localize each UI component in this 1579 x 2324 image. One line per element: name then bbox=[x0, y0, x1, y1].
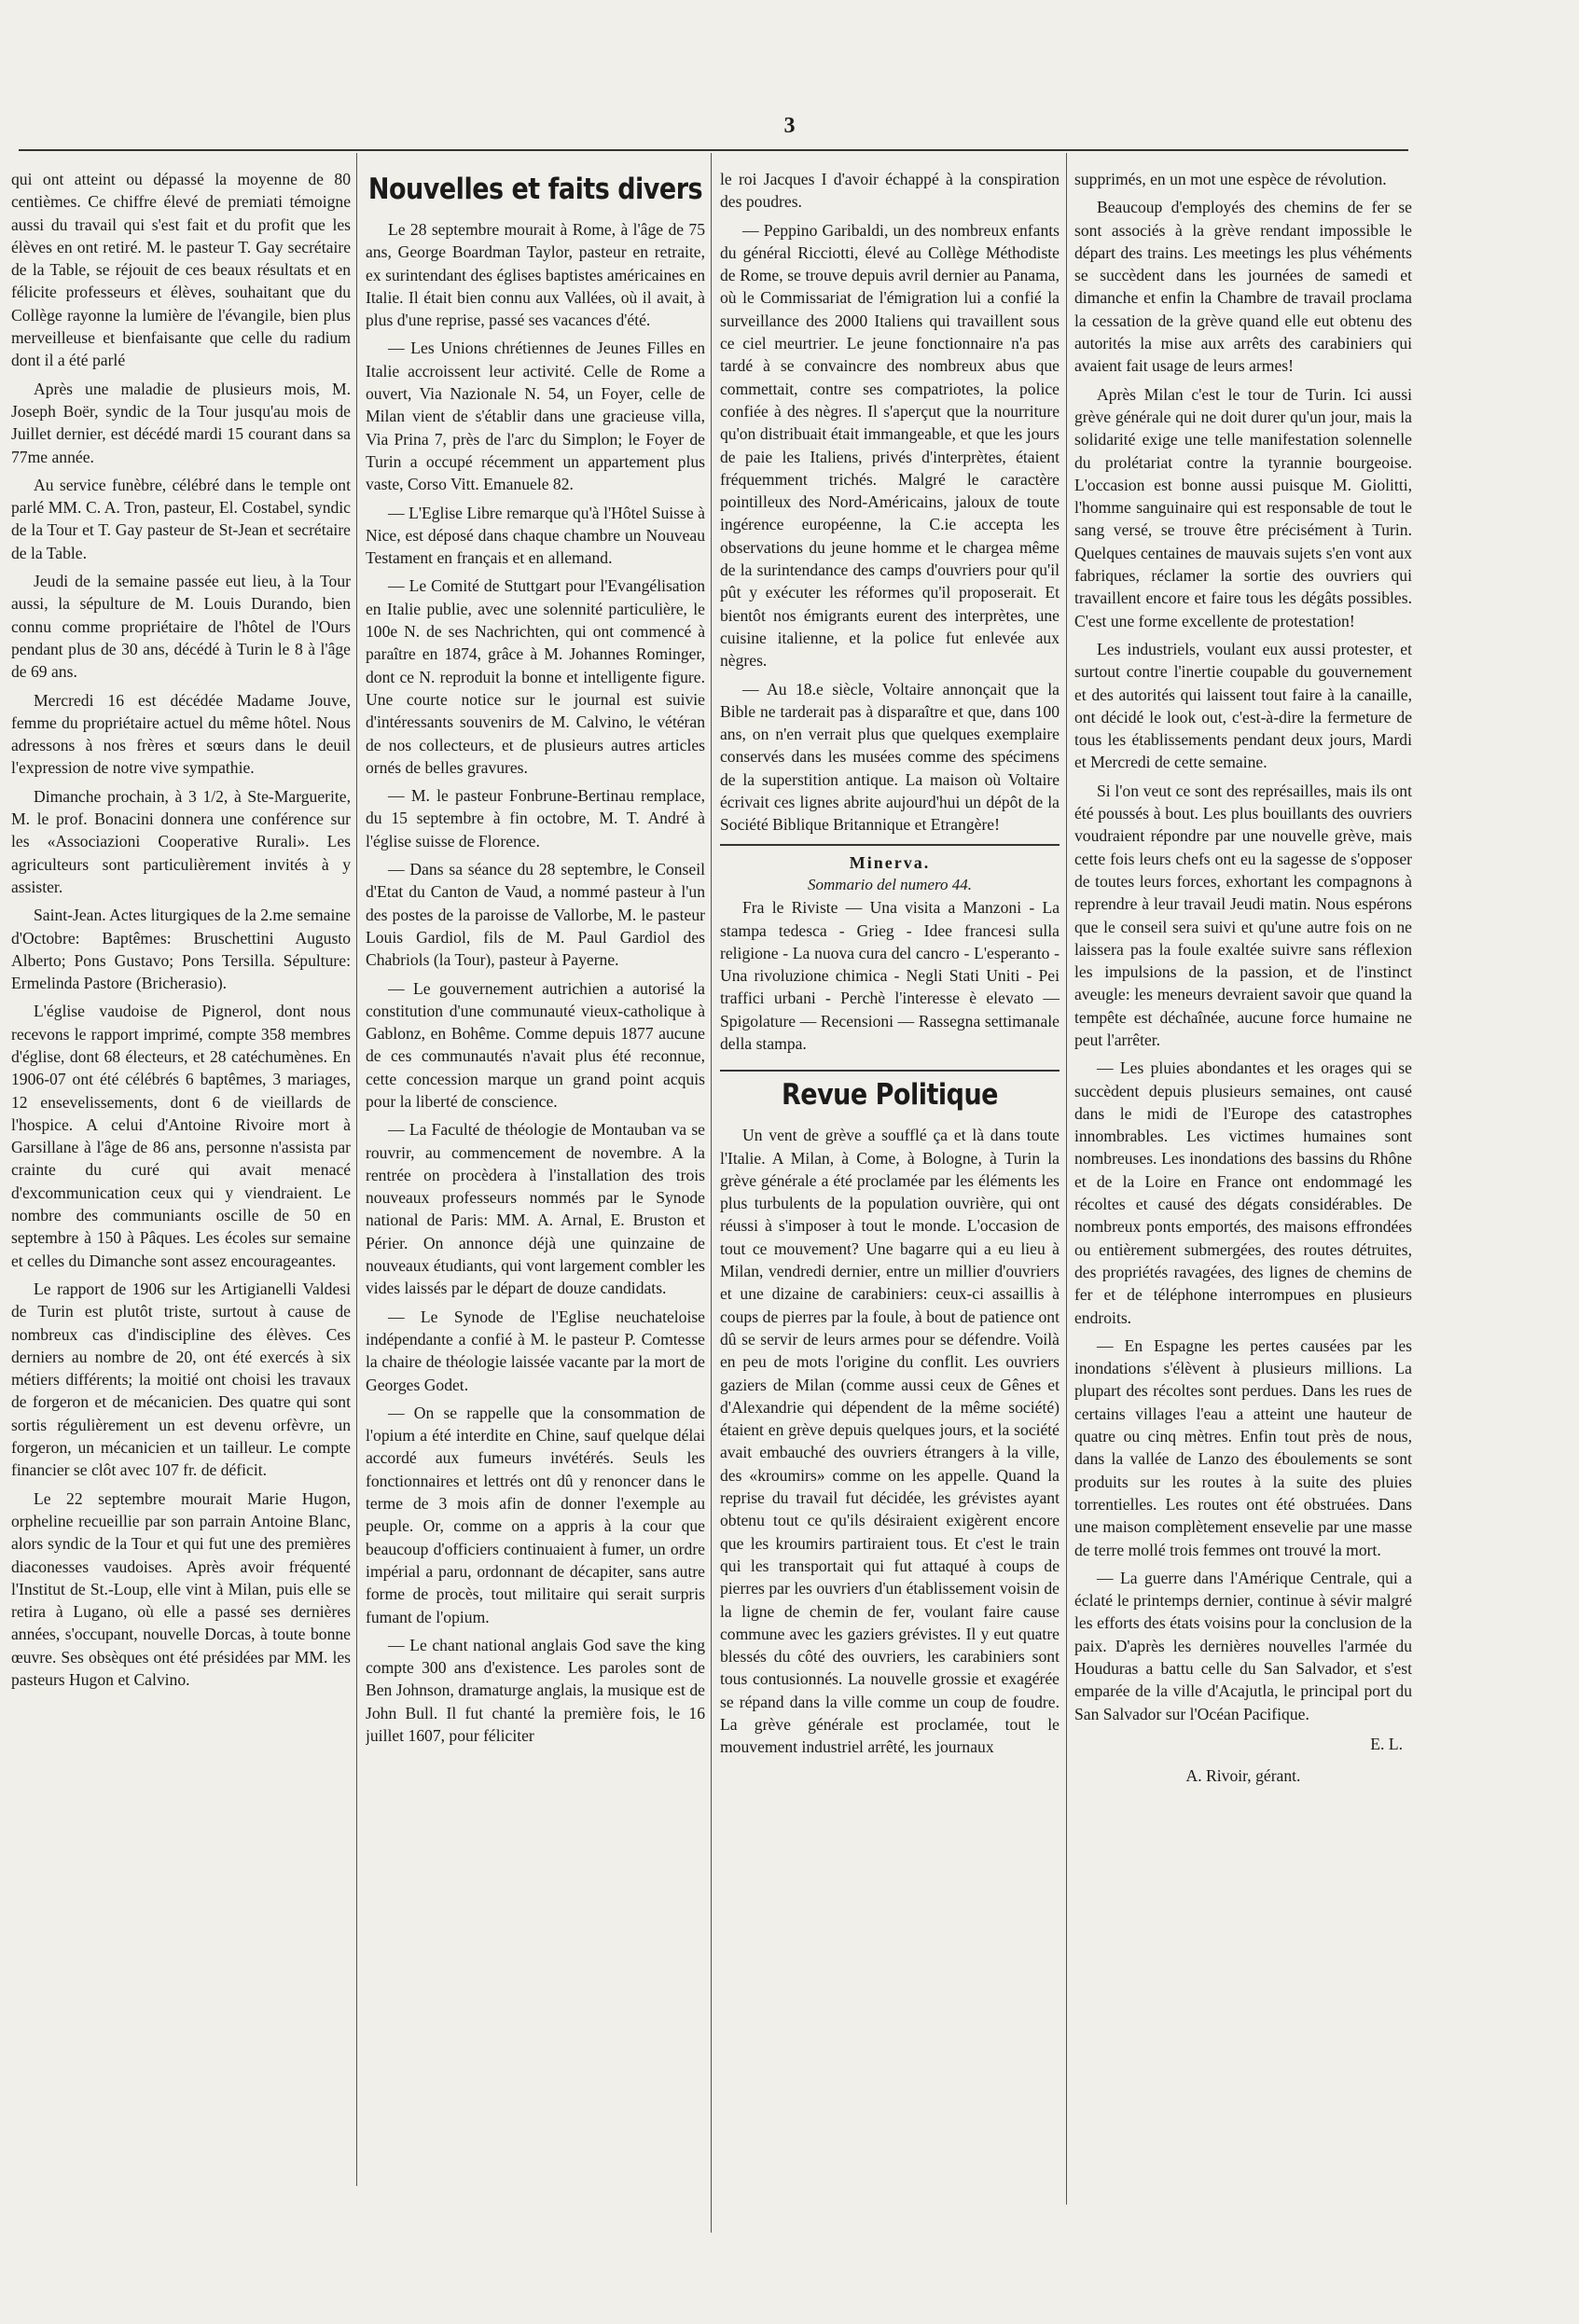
paragraph: Après Milan c'est le tour de Turin. Ici aussi grève générale qui ne doit durer qu'un jour, mais la solidarité exige une telle manifestation solennelle du prolétariat contre la tyrannie bourgeoise. L'occasion est bonne aussi puisque M. Giolitti, l'homme sanguinaire qui est responsable de tout le sang versé, se trouve être précisément à Turin. Quelques centaines de mauvais sujets s'en vont aux fabriques, réclamer la sortie des ouvriers qui travaillent encore et faire tous les dégâts possibles. C'est une forme excellente de protestation! bbox=[1074, 384, 1412, 630]
paragraph: — On se rappelle que la consommation de l'opium a été interdite en Chine, sauf quelque délai accordé aux fumeurs invétérés. Seuls les fonctionnaires et lettrés ont dû y renoncer dans le terme de 3 mois afin de donner l'exemple au peuple. Or, comme on a appris à la cour que beaucoup d'officiers continuaient à fumer, un ordre impérial a paru, ordonnant de décapiter, sans autre forme de procès, tout militaire qui serait surpris fumant de l'opium. bbox=[366, 1403, 705, 1626]
paragraph: Si l'on veut ce sont des représailles, mais ils ont été poussés à bout. Les plus bouillants des ouvriers voudraient répondre par une nouvelle grève, mais cette fois leurs chefs ont eu la sagesse de s'opposer de toutes leurs forces, exhortant les compagnons à reprendre à leur travail Jeudi matin. Nous espérons que le conseil sera suivi et qu'une autre fois on ne laissera pas la foule exaltée suivre sans réflexion les impulsions de la passion, et de l'instinct aveugle: les meneurs devraient savoir que quand la tempête est déchaînée, aucune force humaine ne peut l'arrêter. bbox=[1074, 781, 1412, 1049]
paragraph: le roi Jacques I d'avoir échappé à la conspiration des poudres. bbox=[720, 170, 1060, 212]
author-initials: E. L. bbox=[1370, 1734, 1403, 1753]
column-4 bbox=[1074, 168, 1412, 2201]
paragraph: — Le Synode de l'Eglise neuchateloise indépendante a confié à M. le pasteur P. Comtesse la chaire de théologie laissée vacante par la mort de Georges Godet. bbox=[366, 1307, 705, 1394]
paragraph: — Les pluies abondantes et les orages qui se succèdent depuis plusieurs semaines, ont causé dans le midi de l'Europe des catastrophes innombrables. Les victimes humaines sont nombreuses. Les inondations des bassins du Rhône et de la Loire en France ont endommagé les récoltes et causé des dégats considérables. De nombreux ponts emportés, des maisons effrondées ou entièrement submergées, des routes détruites, des propriétés ravagées, des lignes de chemins de fer et de téléphone interrompues en plusieurs endroits. bbox=[1074, 1058, 1412, 1327]
paragraph: — Le chant national anglais God save the king compte 300 ans d'existence. Les paroles sont de Ben Johnson, dramaturge anglais, la musique est de John Bull. Il fut chanté la première fois, le 16 juillet 1607, pour féliciter bbox=[366, 1635, 705, 1745]
column-2 bbox=[366, 168, 705, 2220]
paragraph: — Dans sa séance du 28 septembre, le Conseil d'Etat du Canton de Vaud, a nommé pasteur à l'un des postes de la paroisse de Vallorbe, M. le pasteur Louis Gardiol, fils de M. Paul Gardiol des Chabriols (la Tour), pasteur à Payerne. bbox=[366, 860, 705, 970]
paragraph: — Peppino Garibaldi, un des nombreux enfants du général Ricciotti, élevé au Collège Méthodiste de Rome, se trouve depuis avril dernier au Panama, où le Commissariat de l'émigration lui a confié la surveillance des 2000 Italiens qui travaillent sous ce ciel meurtrier. Le jeune fonctionnaire n'a pas tardé à se convaincre des nombreux abus que commettait, contre ses compatriotes, la police confiée à des nègres. Il s'aperçut que la nourriture qu'on distribuait était immangeable, et que les jours de paie les Italiens, privés d'interprètes, étaient fréquemment trichés. Malgré le caractère pointilleux des Nord-Américains, jaloux de toute ingérence européenne, la C.ie accepta les observations du jeune homme et le chargea même de la surintendance des camps d'ouvriers pour qu'il pût y exécuter les réformes qu'il proposerait. Et bientôt nos émigrants eurent des interprètes, une cuisine italienne, et la police fut enlevée aux nègres. bbox=[720, 220, 1060, 671]
top-rule bbox=[19, 149, 1408, 151]
paragraph: Après une maladie de plusieurs mois, M. Joseph Boër, syndic de la Tour jusqu'au mois de Juillet dernier, est décédé mardi 15 courant dans sa 77me année. bbox=[11, 379, 351, 466]
paragraph: Le 28 septembre mourait à Rome, à l'âge de 75 ans, George Boardman Taylor, pasteur en retraite, ex surintendant des églises baptistes américaines en Italie. Il était bien connu aux Vallées, où il avait, à plus d'une reprise, passé ses vacances d'été. bbox=[366, 220, 705, 330]
paragraph: — En Espagne les pertes causées par les inondations s'élèvent à plusieurs millions. La plupart des récoltes sont perdues. Dans les rues de certains villages l'eau a atteint une hauteur de quatre ou cinq mètres. Enfin tout près de nous, dans la vallée de Lanzo des éboulements se sont produits sur les routes à la suite des pluies torrentielles. Les routes ont été obstruées. Dans une maison complètement ensevelie par une masse de terre mollé trois femmes ont trouvé la mort. bbox=[1074, 1335, 1412, 1559]
minerva-text: Fra le Riviste — Una visita a Manzoni - La stampa tedesca - Grieg - Idee francesi sulla religione - La nuova cura del cancro - L'esperanto - Una rivoluzione chimica - Negli Stati Uniti - Pei traffici urbani - Perchè l'interesse è elevato — Spigolature — Recensioni — Rassegna settimanale della stampa. bbox=[720, 898, 1060, 1053]
paragraph: — La guerre dans l'Amérique Centrale, qui a éclaté le printemps dernier, continue à sévir malgré les efforts des états voisins pour la conclusion de la paix. D'après les dernières nouvelles l'armée du Houduras a battu celle du San Salvador, et s'est emparée de la ville d'Acajutla, le principal port du San Salvador sur l'Océan Pacifique. bbox=[1074, 1568, 1412, 1723]
paragraph: — Au 18.e siècle, Voltaire annonçait que la Bible ne tarderait pas à disparaître et que, dans 100 ans, on n'en verrait plus que quelques exemplaire conservés dans les musées comme des spécimens de la superstition antique. La maison où Voltaire écrivait ces lignes abrite aujourd'hui un dépôt de la Société Biblique Britannique et Etrangère! bbox=[720, 679, 1060, 835]
column-divider-1 bbox=[356, 153, 357, 2186]
column-3 bbox=[720, 168, 1060, 2201]
paragraph: — Les Unions chrétiennes de Jeunes Filles en Italie accroissent leur activité. Celle de Rome a ouvert, Via Nazionale N. 54, un Foyer, celle de Milan vient de s'établir dans une gracieuse villa, Via Prina 7, près de l'arc du Simplon; le Foyer de Turin a occupé récemment un appartement plus vaste, Corso Vitt. Emanuele 82. bbox=[366, 339, 705, 494]
section-title-revue: Revue Politique bbox=[781, 1078, 998, 1113]
column-divider-3 bbox=[1066, 153, 1067, 2205]
paragraph: Beaucoup d'employés des chemins de fer se sont associés à la grève rendant impossible le départ des trains. Les meetings les plus véhéments se succèdent dans les journées de samedi et dimanche et enfin la Chambre de travail proclama la cessation de la grève quand elle eut obtenu des autorités la mise aux arrêts des carabiniers qui avaient fait usage de leurs armes! bbox=[1074, 198, 1412, 376]
paragraph: qui ont atteint ou dépassé la moyenne de 80 centièmes. Ce chiffre élevé de premiati témoigne aussi du travail qui s'est fait et du profit que les élèves en ont retiré. M. le pasteur T. Gay secrétaire de la Table, se réjouit de ces beaux résultats et en félicite professeurs et élèves, souhaitant que du Collège rayonne la lumière de l'évangile, bien plus merveilleuse et bienfaisante que celle du radium dont il a été parlé bbox=[11, 170, 351, 370]
column-1 bbox=[11, 168, 351, 2126]
paragraph: Dimanche prochain, à 3 1/2, à Ste-Marguerite, M. le prof. Bonacini donnera une conférence sur les «Associazioni Cooperative Rurali». Les agriculteurs sont particulièrement invités à y assister. bbox=[11, 786, 351, 896]
minerva-subtitle: Sommario del numero 44. bbox=[808, 875, 972, 893]
paragraph: — L'Eglise Libre remarque qu'à l'Hôtel Suisse à Nice, est déposé dans chaque chambre un Nouveau Testament en français et en allemand. bbox=[366, 503, 705, 568]
paragraph: supprimés, en un mot une espèce de révolution. bbox=[1074, 170, 1387, 188]
paragraph: Au service funèbre, célébré dans le temple ont parlé MM. C. A. Tron, pasteur, El. Costabel, syndic de la Tour et T. Gay pasteur de St-Jean et secrétaire de la Table. bbox=[11, 475, 351, 562]
paragraph: Saint-Jean. Actes liturgiques de la 2.me semaine d'Octobre: Baptêmes: Bruschettini Augusto Alberto; Pons Gustavo; Pons Tersilla. Sépulture: Ermelinda Pastore (Bricherasio). bbox=[11, 906, 351, 993]
minerva-title: Minerva. bbox=[849, 852, 931, 872]
paragraph: — Le gouvernement autrichien a autorisé la constitution d'une communauté vieux-catholique à Gablonz, en Bohême. Comme depuis 1877 aucune de ces communautés n'avait plus été reconnue, cette concession marque un grand point acquis pour la liberté de conscience. bbox=[366, 978, 705, 1111]
paragraph: Mercredi 16 est décédée Madame Jouve, femme du propriétaire actuel du même hôtel. Nous adressons à nos frères et sœurs dans le deuil l'expression de notre vive sympathie. bbox=[11, 690, 351, 778]
paragraph: Le 22 septembre mourait Marie Hugon, orpheline recueillie par son parrain Antoine Blanc, alors syndic de la Tour et qui fut une des premières diaconesses vaudoises. Après avoir fréquenté l'Institut de St.-Loup, elle vint à Milan, puis elle se retira à Lugano, où elle a passé ses dernières années, s'occupant, nouvelle Dorcas, à toute bonne œuvre. Ses obsèques ont été présidées par MM. les pasteurs Hugon et Calvino. bbox=[11, 1488, 351, 1689]
paragraph: — M. le pasteur Fonbrune-Bertinau remplace, du 15 septembre à fin octobre, M. T. André à l'église suisse de Florence. bbox=[366, 786, 705, 851]
paragraph: — La Faculté de théologie de Montauban va se rouvrir, au commencement de novembre. A la rentrée on procèdera à l'installation des trois nouveaux professeurs nommés par le Synode national de Paris: MM. A. Arnal, E. Bruston et Périer. On annonce déjà une quinzaine de nouveaux étudiants, qui vont largement combler les vides laissés par le départ de douze candidats. bbox=[366, 1120, 705, 1298]
column-divider-2 bbox=[711, 153, 712, 2233]
gerant-signature: A. Rivoir, gérant. bbox=[1185, 1766, 1301, 1786]
paragraph: Jeudi de la semaine passée eut lieu, à la Tour aussi, la sépulture de M. Louis Durando, bien connu comme propriétaire de l'hôtel de l'Ours pendant plus de 30 ans, décédé à Turin le 8 à l'âge de 69 ans. bbox=[11, 572, 351, 682]
paragraph: — Le Comité de Stuttgart pour l'Evangélisation en Italie publie, avec une solennité particulière, le 100e N. de ses Nachrichten, qui ont commencé à paraître en 1874, grâce à M. Johannes Rominger, dont ce N. reproduit la bonne et intelligente figure. Une courte notice sur le journal est suivie d'intéressants souvenirs de M. Calvino, le vétéran de nos collecteurs, et de plusieurs autres articles ornés de belles gravures. bbox=[366, 576, 705, 777]
section-title-nouvelles: Nouvelles et faits divers bbox=[367, 173, 703, 207]
minerva-box bbox=[720, 844, 1060, 1072]
paragraph: Les industriels, voulant eux aussi protester, et surtout contre l'inertie coupable du gouvernement et des autorités qui laissent tout faire à la canaille, ont décidé le look out, c'est-à-dire la fermeture de tous les établissements pendant deux jours, Mardi et Mercredi de cette semaine. bbox=[1074, 639, 1412, 772]
paragraph: L'église vaudoise de Pignerol, dont nous recevons le rapport imprimé, compte 358 membres d'église, dont 68 électeurs, et 28 catéchumènes. En 1906-07 ont été célébrés 6 baptêmes, 3 mariages, 12 ensevelissements, dont 6 de vieillards de l'hospice. A celui d'Antoine Rivoire mort à Garsillane à l'âge de 86 ans, personne n'assista par crainte du curé qui avait menacé d'excommunication ceux qui y viendraient. Le nombre des communiants oscille de 50 en septembre à 150 à Pâques. Les écoles sur semaine et celles du Dimanche sont assez encourageantes. bbox=[11, 1002, 351, 1270]
page-number: 3 bbox=[783, 114, 796, 138]
paragraph: Le rapport de 1906 sur les Artigianelli Valdesi de Turin est plutôt triste, surtout à cause de nombreux cas d'indiscipline des élèves. Ces derniers au nombre de 20, ont été exercés à six métiers différents; la moitié ont choisi les travaux de forgeron et de mécanicien. Des quatre qui sont sortis régulièrement un est devenu orfèvre, un forgeron, un mécanicien et un tailleur. Le compte financier se clôt avec 107 fr. de déficit. bbox=[11, 1279, 351, 1480]
paragraph: Un vent de grève a soufflé ça et là dans toute l'Italie. A Milan, à Come, à Bologne, à Turin la grève générale a été proclamée par les éléments les plus turbulents de la population ouvrière, qui ont réussi à s'imposer à tout le monde. L'occasion de tout ce mouvement? Une bagarre qui a eu lieu à Milan, vendredi dernier, entre un millier d'ouvriers et une dizaine de carabiniers: ceux-ci assaillis à coups de pierres par la foule, à bout de patience ont dû se servir de leurs armes pour se défendre. Voilà en peu de mots l'origine du conflit. Les ouvriers gaziers de Milan (comme aussi ceux de Gênes et d'Alexandrie qui dépendent de la même société) étaient en grève depuis quelques jours, et la société avait embauché des ouvriers étrangers à la ville, des «kroumirs» comme on les appelle. Quand la reprise du travail fut décidée, les grévistes ayant obtenu tout ce qu'ils désiraient exigèrent encore que les kroumirs partiraient tous. Et c'est le train qui les transportait qui fut attaqué à coups de pierres par les ouvriers d'un établissement voisin de la ligne de chemin de fer, voulant faire cause commune avec les gaziers grévistes. Il y eut quatre blessés du côté des ouvriers, les carabiniers sont tous contusionnés. La nouvelle grossie et exagérée se répand dans la ville comme un coup de foudre. La grève générale est proclamée, tout le mouvement industriel arrêté, les journaux bbox=[720, 1126, 1060, 1757]
